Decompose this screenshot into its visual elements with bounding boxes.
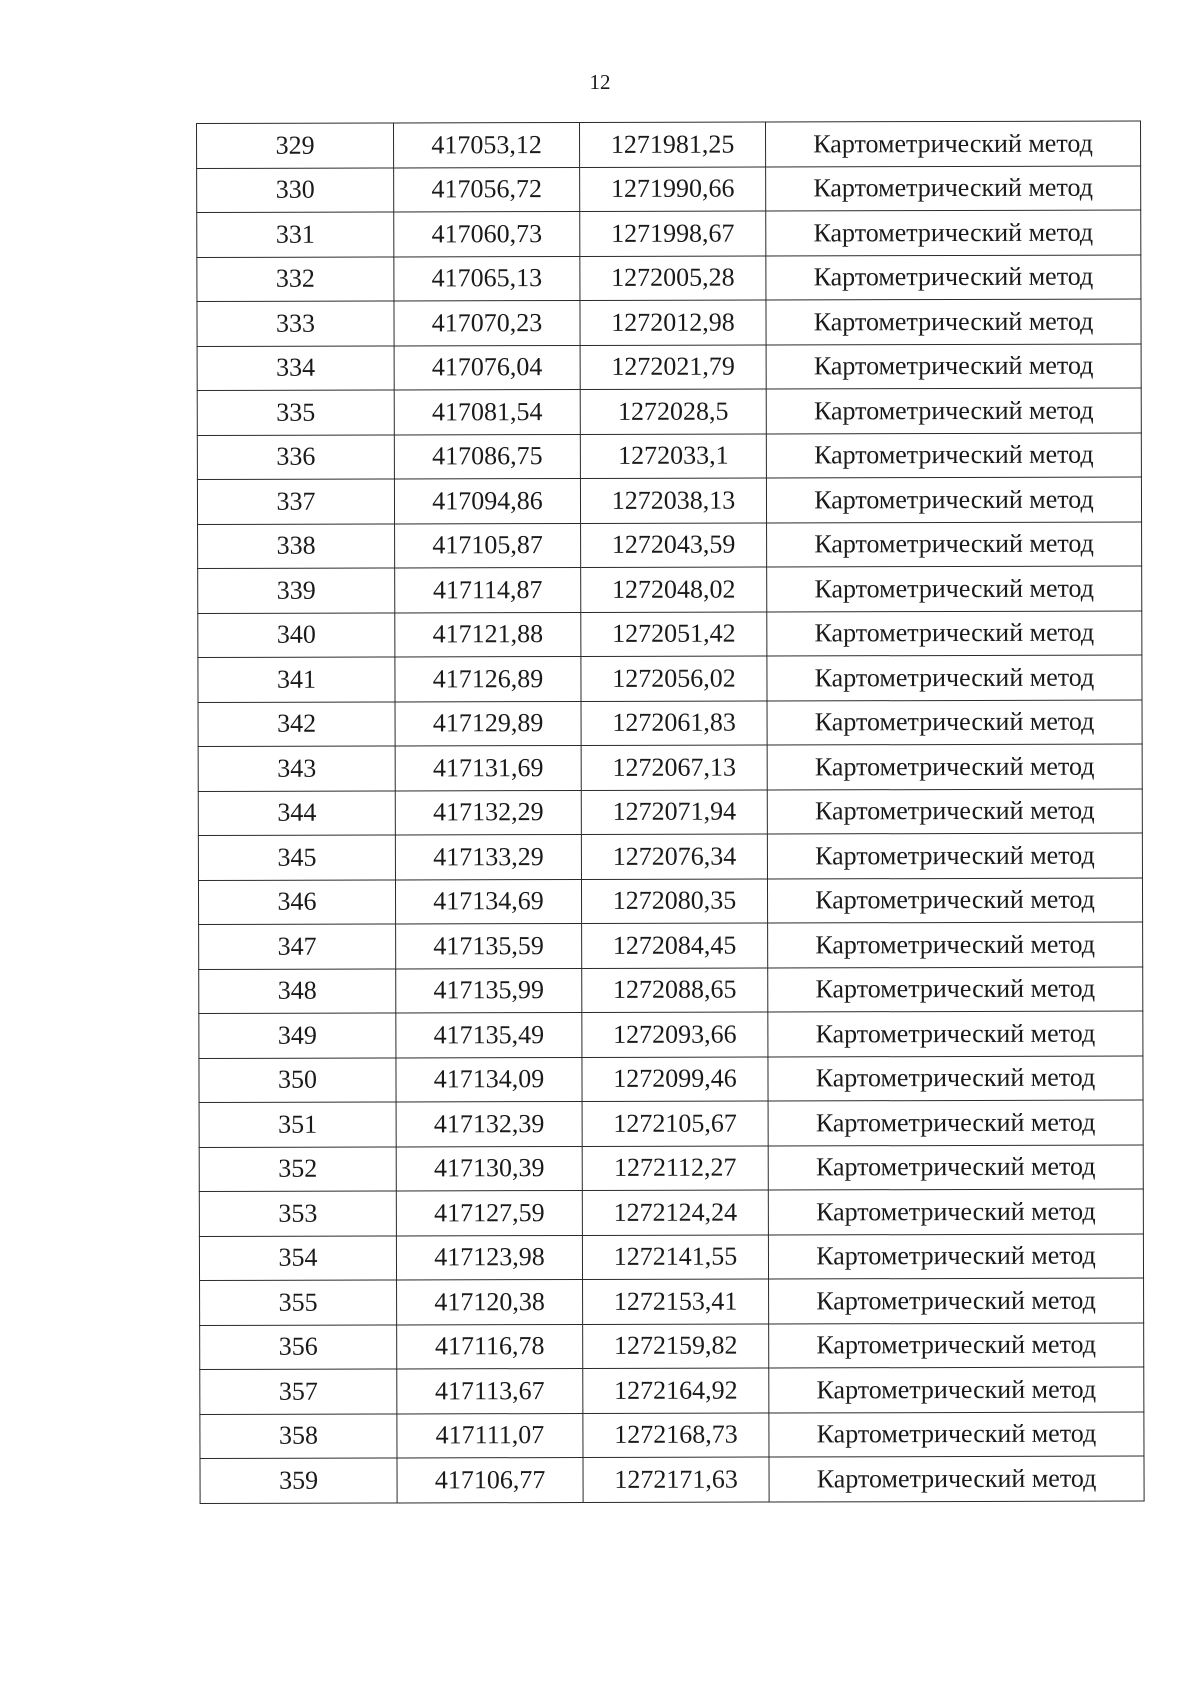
point-number-cell: 359 bbox=[200, 1458, 397, 1503]
y-coordinate-cell: 1272164,92 bbox=[583, 1368, 769, 1413]
point-number-cell: 342 bbox=[198, 701, 395, 746]
x-coordinate-cell: 417070,23 bbox=[394, 300, 580, 345]
table-row bbox=[197, 299, 1141, 346]
x-coordinate-cell: 417130,39 bbox=[396, 1146, 582, 1191]
method-cell: Картометрический метод bbox=[766, 477, 1141, 522]
method-cell: Картометрический метод bbox=[767, 655, 1142, 700]
y-coordinate-cell: 1272159,82 bbox=[583, 1324, 769, 1369]
coordinates-table bbox=[196, 121, 1145, 1504]
method-cell: Картометрический метод bbox=[766, 255, 1141, 300]
point-number-cell: 345 bbox=[198, 835, 395, 880]
table-row bbox=[200, 1456, 1144, 1503]
point-number-cell: 333 bbox=[197, 301, 394, 346]
y-coordinate-cell: 1272112,27 bbox=[582, 1146, 768, 1191]
method-cell: Картометрический метод bbox=[767, 700, 1142, 745]
x-coordinate-cell: 417081,54 bbox=[394, 389, 580, 434]
y-coordinate-cell: 1272080,35 bbox=[581, 879, 767, 924]
table-row bbox=[199, 1234, 1143, 1281]
method-cell: Картометрический метод bbox=[767, 566, 1142, 611]
y-coordinate-cell: 1272048,02 bbox=[581, 567, 767, 612]
method-cell: Картометрический метод bbox=[766, 166, 1141, 211]
point-number-cell: 338 bbox=[198, 523, 395, 568]
x-coordinate-cell: 417135,49 bbox=[396, 1012, 582, 1057]
point-number-cell: 337 bbox=[197, 479, 394, 524]
y-coordinate-cell: 1272088,65 bbox=[582, 968, 768, 1013]
point-number-cell: 347 bbox=[199, 924, 396, 969]
method-cell: Картометрический метод bbox=[767, 878, 1142, 923]
y-coordinate-cell: 1272084,45 bbox=[582, 923, 768, 968]
y-coordinate-cell: 1272076,34 bbox=[581, 834, 767, 879]
method-cell: Картометрический метод bbox=[769, 1367, 1144, 1412]
point-number-cell: 341 bbox=[198, 657, 395, 702]
table-row bbox=[198, 700, 1142, 747]
y-coordinate-cell: 1272093,66 bbox=[582, 1012, 768, 1057]
x-coordinate-cell: 417123,98 bbox=[396, 1235, 582, 1280]
x-coordinate-cell: 417120,38 bbox=[397, 1279, 583, 1324]
table-row bbox=[198, 655, 1142, 702]
x-coordinate-cell: 417114,87 bbox=[395, 567, 581, 612]
method-cell: Картометрический метод bbox=[768, 1056, 1143, 1101]
table-row bbox=[197, 344, 1141, 391]
point-number-cell: 348 bbox=[199, 968, 396, 1013]
table-row bbox=[197, 210, 1141, 257]
y-coordinate-cell: 1272171,63 bbox=[583, 1457, 769, 1502]
y-coordinate-cell: 1272067,13 bbox=[581, 745, 767, 790]
x-coordinate-cell: 417133,29 bbox=[395, 834, 581, 879]
method-cell: Картометрический метод bbox=[766, 210, 1141, 255]
x-coordinate-cell: 417129,89 bbox=[395, 701, 581, 746]
method-cell: Картометрический метод bbox=[768, 1145, 1143, 1190]
point-number-cell: 336 bbox=[197, 434, 394, 479]
y-coordinate-cell: 1272071,94 bbox=[581, 790, 767, 835]
point-number-cell: 344 bbox=[198, 790, 395, 835]
y-coordinate-cell: 1272005,28 bbox=[580, 256, 766, 301]
point-number-cell: 335 bbox=[197, 390, 394, 435]
table-row bbox=[197, 121, 1141, 168]
x-coordinate-cell: 417053,12 bbox=[394, 122, 580, 167]
point-number-cell: 350 bbox=[199, 1057, 396, 1102]
table-row bbox=[198, 789, 1142, 836]
x-coordinate-cell: 417134,69 bbox=[395, 879, 581, 924]
method-cell: Картометрический метод bbox=[769, 1278, 1144, 1323]
method-cell: Картометрический метод bbox=[767, 744, 1142, 789]
y-coordinate-cell: 1271990,66 bbox=[580, 167, 766, 212]
y-coordinate-cell: 1272105,67 bbox=[582, 1101, 768, 1146]
x-coordinate-cell: 417132,29 bbox=[395, 790, 581, 835]
point-number-cell: 330 bbox=[197, 167, 394, 212]
point-number-cell: 351 bbox=[199, 1102, 396, 1147]
point-number-cell: 357 bbox=[200, 1369, 397, 1414]
coordinates-table-body bbox=[197, 121, 1145, 1503]
point-number-cell: 343 bbox=[198, 746, 395, 791]
x-coordinate-cell: 417132,39 bbox=[396, 1101, 582, 1146]
method-cell: Картометрический метод bbox=[768, 922, 1143, 967]
x-coordinate-cell: 417134,09 bbox=[396, 1057, 582, 1102]
y-coordinate-cell: 1272038,13 bbox=[580, 478, 766, 523]
method-cell: Картометрический метод bbox=[768, 1100, 1143, 1145]
x-coordinate-cell: 417060,73 bbox=[394, 211, 580, 256]
x-coordinate-cell: 417113,67 bbox=[397, 1368, 583, 1413]
point-number-cell: 349 bbox=[199, 1013, 396, 1058]
point-number-cell: 340 bbox=[198, 612, 395, 657]
table-row bbox=[199, 967, 1143, 1014]
method-cell: Картометрический метод bbox=[768, 1234, 1143, 1279]
table-row bbox=[200, 1323, 1144, 1370]
y-coordinate-cell: 1272168,73 bbox=[583, 1413, 769, 1458]
table-row bbox=[198, 566, 1142, 613]
x-coordinate-cell: 417116,78 bbox=[397, 1324, 583, 1369]
x-coordinate-cell: 417065,13 bbox=[394, 256, 580, 301]
point-number-cell: 352 bbox=[199, 1146, 396, 1191]
table-row bbox=[197, 255, 1141, 302]
method-cell: Картометрический метод bbox=[766, 344, 1141, 389]
method-cell: Картометрический метод bbox=[766, 299, 1141, 344]
x-coordinate-cell: 417076,04 bbox=[394, 345, 580, 390]
y-coordinate-cell: 1272099,46 bbox=[582, 1057, 768, 1102]
x-coordinate-cell: 417126,89 bbox=[395, 656, 581, 701]
x-coordinate-cell: 417135,99 bbox=[396, 968, 582, 1013]
method-cell: Картометрический метод bbox=[767, 833, 1142, 878]
table-row bbox=[198, 522, 1142, 569]
y-coordinate-cell: 1272141,55 bbox=[582, 1235, 768, 1280]
table-row bbox=[198, 611, 1142, 658]
x-coordinate-cell: 417056,72 bbox=[394, 167, 580, 212]
method-cell: Картометрический метод bbox=[769, 1456, 1144, 1501]
table-row bbox=[198, 744, 1142, 791]
x-coordinate-cell: 417086,75 bbox=[394, 434, 580, 479]
point-number-cell: 331 bbox=[197, 212, 394, 257]
y-coordinate-cell: 1272051,42 bbox=[581, 612, 767, 657]
table-row bbox=[199, 1145, 1143, 1192]
table-row bbox=[200, 1278, 1144, 1325]
method-cell: Картометрический метод bbox=[769, 1323, 1144, 1368]
method-cell: Картометрический метод bbox=[766, 388, 1141, 433]
table-row bbox=[200, 1367, 1144, 1414]
x-coordinate-cell: 417111,07 bbox=[397, 1413, 583, 1458]
x-coordinate-cell: 417105,87 bbox=[395, 523, 581, 568]
method-cell: Картометрический метод bbox=[768, 1189, 1143, 1234]
x-coordinate-cell: 417094,86 bbox=[394, 478, 580, 523]
table-row bbox=[197, 388, 1141, 435]
point-number-cell: 346 bbox=[198, 879, 395, 924]
method-cell: Картометрический метод bbox=[767, 789, 1142, 834]
point-number-cell: 329 bbox=[197, 123, 394, 168]
point-number-cell: 332 bbox=[197, 256, 394, 301]
x-coordinate-cell: 417131,69 bbox=[395, 745, 581, 790]
table-row bbox=[197, 433, 1141, 480]
point-number-cell: 334 bbox=[197, 345, 394, 390]
method-cell: Картометрический метод bbox=[768, 967, 1143, 1012]
table-row bbox=[198, 878, 1142, 925]
x-coordinate-cell: 417106,77 bbox=[397, 1457, 583, 1502]
y-coordinate-cell: 1272124,24 bbox=[582, 1190, 768, 1235]
point-number-cell: 353 bbox=[199, 1191, 396, 1236]
y-coordinate-cell: 1272033,1 bbox=[580, 434, 766, 479]
table-row bbox=[199, 922, 1143, 969]
y-coordinate-cell: 1272056,02 bbox=[581, 656, 767, 701]
point-number-cell: 355 bbox=[200, 1280, 397, 1325]
page-number: 12 bbox=[589, 70, 611, 94]
table-row bbox=[197, 166, 1141, 213]
point-number-cell: 354 bbox=[199, 1235, 396, 1280]
method-cell: Картометрический метод bbox=[766, 433, 1141, 478]
table-row bbox=[200, 1412, 1144, 1459]
y-coordinate-cell: 1272061,83 bbox=[581, 701, 767, 746]
y-coordinate-cell: 1272043,59 bbox=[581, 523, 767, 568]
y-coordinate-cell: 1272028,5 bbox=[580, 389, 766, 434]
table-row bbox=[199, 1011, 1143, 1058]
method-cell: Картометрический метод bbox=[767, 522, 1142, 567]
table-row bbox=[198, 833, 1142, 880]
y-coordinate-cell: 1271981,25 bbox=[580, 122, 766, 167]
method-cell: Картометрический метод bbox=[765, 121, 1140, 166]
method-cell: Картометрический метод bbox=[767, 611, 1142, 656]
y-coordinate-cell: 1272153,41 bbox=[583, 1279, 769, 1324]
x-coordinate-cell: 417121,88 bbox=[395, 612, 581, 657]
y-coordinate-cell: 1271998,67 bbox=[580, 211, 766, 256]
y-coordinate-cell: 1272021,79 bbox=[580, 345, 766, 390]
x-coordinate-cell: 417127,59 bbox=[396, 1190, 582, 1235]
point-number-cell: 339 bbox=[198, 568, 395, 613]
table-row bbox=[199, 1056, 1143, 1103]
y-coordinate-cell: 1272012,98 bbox=[580, 300, 766, 345]
point-number-cell: 356 bbox=[200, 1324, 397, 1369]
table-row bbox=[199, 1189, 1143, 1236]
method-cell: Картометрический метод bbox=[768, 1011, 1143, 1056]
table-row bbox=[199, 1100, 1143, 1147]
table-row bbox=[197, 477, 1141, 524]
x-coordinate-cell: 417135,59 bbox=[396, 923, 582, 968]
method-cell: Картометрический метод bbox=[769, 1412, 1144, 1457]
point-number-cell: 358 bbox=[200, 1413, 397, 1458]
